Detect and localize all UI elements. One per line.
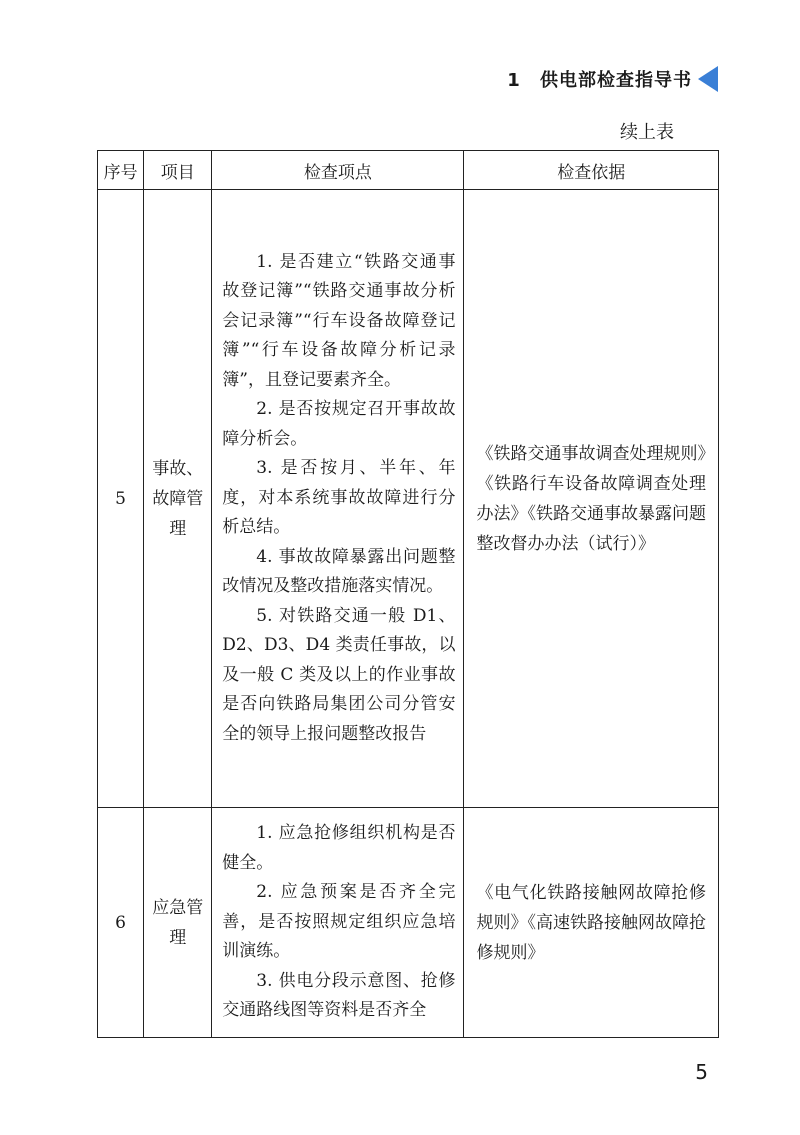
table-row [98,190,719,808]
check-point: 4. 事故故障暴露出问题整改情况及整改措施落实情况。 [222,546,456,597]
check-point: 2. 是否按规定召开事故故障分析会。 [222,399,456,449]
row-seq: 6 [98,808,144,1038]
check-point: 1. 是否建立“铁路交通事故登记簿”“铁路交通事故分析会记录簿”“行车设备故障登记簿”“行车设备故障分析记录簿”，且登记要素齐全。 [222,251,456,390]
check-point: 1. 应急抢修组织机构是否健全。 [222,823,456,873]
table-row [98,808,719,1038]
row-basis: 《电气化铁路接触网故障抢修规则》《高速铁路接触网故障抢修规则》 [464,808,719,1038]
table-header-row [98,151,719,190]
check-point: 5. 对铁路交通一般 D1、D2、D3、D4 类责任事故，以及一般 C 类及以上的作业事故是否向铁路局集团公司分管安全的领导上报问题整改报告 [222,605,456,744]
header-seq: 序号 [98,151,144,190]
chapter-number: 1 [507,70,521,91]
header-item: 项目 [144,151,212,190]
header-basis: 检查依据 [464,151,719,190]
chapter-title: 供电部检查指导书 [540,70,692,91]
chapter-header [507,66,692,92]
row-points [212,190,464,808]
check-point: 3. 是否按月、半年、年度，对本系统事故故障进行分析总结。 [222,458,456,538]
check-point: 3. 供电分段示意图、抢修交通路线图等资料是否齐全 [222,970,456,1021]
header-points: 检查项点 [212,151,464,190]
row-seq: 5 [98,190,144,808]
row-item: 事故、故障管理 [144,190,212,808]
continued-label: 续上表 [620,122,674,143]
inspection-table [97,150,719,1038]
page-number: 5 [695,1060,708,1084]
row-item: 应急管理 [144,808,212,1038]
row-points [212,808,464,1038]
chapter-marker-icon [698,66,718,92]
check-point: 2. 应急预案是否齐全完善，是否按照规定组织应急培训演练。 [222,882,456,962]
row-basis: 《铁路交通事故调查处理规则》《铁路行车设备故障调查处理办法》《铁路交通事故暴露问题整改督办办法（试行）》 [464,190,719,808]
